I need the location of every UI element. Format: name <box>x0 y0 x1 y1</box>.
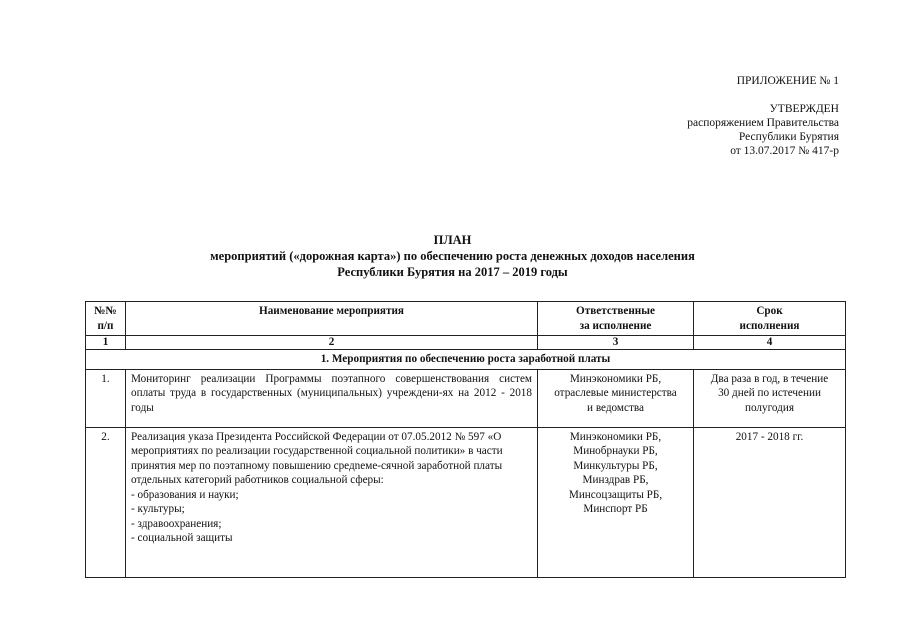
table-row <box>86 369 846 427</box>
term-line: 30 дней по истечении <box>718 387 821 399</box>
term-line: полугодия <box>744 401 794 414</box>
spacer <box>687 88 839 102</box>
order-line-2: Республики Бурятия <box>738 131 839 143</box>
term-line: Два раза в год, в течение <box>710 372 829 385</box>
header-resp-line1: Ответственные <box>576 305 655 317</box>
term-line: 2017 - 2018 гг. <box>735 430 804 443</box>
resp-line: Минкультуры РБ, <box>573 459 658 472</box>
document-title <box>0 232 905 280</box>
row-number: 2. <box>86 427 126 577</box>
row-responsible <box>538 427 694 577</box>
header-row <box>86 302 846 336</box>
title-line-2: мероприятий («дорожная карта») по обеспечению роста денежных доходов населения <box>210 249 695 263</box>
list-item: - социальной защиты <box>131 532 233 544</box>
approved-label: УТВЕРЖДЕН <box>769 103 839 115</box>
row-term <box>694 369 846 427</box>
resp-line: Минэкономики РБ, <box>569 430 662 443</box>
resp-line: отраслевые министерства <box>554 387 677 399</box>
plan-table <box>85 301 846 578</box>
col-number-4: 4 <box>694 336 846 350</box>
list-item: - здравоохранения; <box>131 517 222 530</box>
table-row <box>86 427 846 577</box>
resp-line: Минсоцзащиты РБ, <box>568 488 663 501</box>
row-name: Мониторинг реализации Программы поэтапного совершенствования систем оплаты труда в государственных (муниципальных) учреждени-ях на 2012 - 2018 годы <box>126 369 538 427</box>
row-name-text: Реализация указа Президента Российской Федерации от 07.05.2012 № 597 «О мероприятиях по реализации государственной социальной политики» в части принятия мер по поэтапному повышению средneме-сячной заработной платы отдельных категорий работников социальной сферы: <box>131 430 503 486</box>
header-num-line2: п/п <box>97 319 114 332</box>
col-number-1: 1 <box>86 336 126 350</box>
header-term-line1: Срок <box>756 305 783 317</box>
appendix-label: ПРИЛОЖЕНИЕ № 1 <box>736 75 839 87</box>
row-responsible <box>538 369 694 427</box>
resp-line: и ведомства <box>587 401 644 414</box>
title-line-1: ПЛАН <box>433 233 472 247</box>
header-num <box>86 302 126 336</box>
section-title: 1. Мероприятия по обеспечению роста заработной платы <box>86 350 846 370</box>
header-name-line1: Наименование мероприятия <box>259 305 404 317</box>
col-number-2: 2 <box>126 336 538 350</box>
column-numbers-row <box>86 336 846 350</box>
row-name <box>126 427 538 577</box>
resp-line: Минздрав РБ, <box>582 474 649 486</box>
header-name <box>126 302 538 336</box>
title-line-3: Республики Бурятия на 2017 – 2019 годы <box>337 265 568 279</box>
list-item: - образования и науки; <box>131 488 239 501</box>
list-item: - культуры; <box>131 503 185 515</box>
resp-line: Минобрнауки РБ, <box>573 445 658 457</box>
section-row <box>86 350 846 370</box>
header-resp-line2: за исполнение <box>579 319 652 332</box>
resp-line: Минспорт РБ <box>583 503 648 515</box>
order-line-3: от 13.07.2017 № 417-р <box>730 145 839 157</box>
order-line-1: распоряжением Правительства <box>687 117 839 129</box>
resp-line: Минэкономики РБ, <box>569 372 662 385</box>
header-num-line1: №№ <box>94 305 117 317</box>
header-term-line2: исполнения <box>739 319 800 332</box>
header-term <box>694 302 846 336</box>
col-number-3: 3 <box>538 336 694 350</box>
header-resp <box>538 302 694 336</box>
row-term <box>694 427 846 577</box>
row-number: 1. <box>86 369 126 427</box>
approval-block <box>687 74 839 158</box>
